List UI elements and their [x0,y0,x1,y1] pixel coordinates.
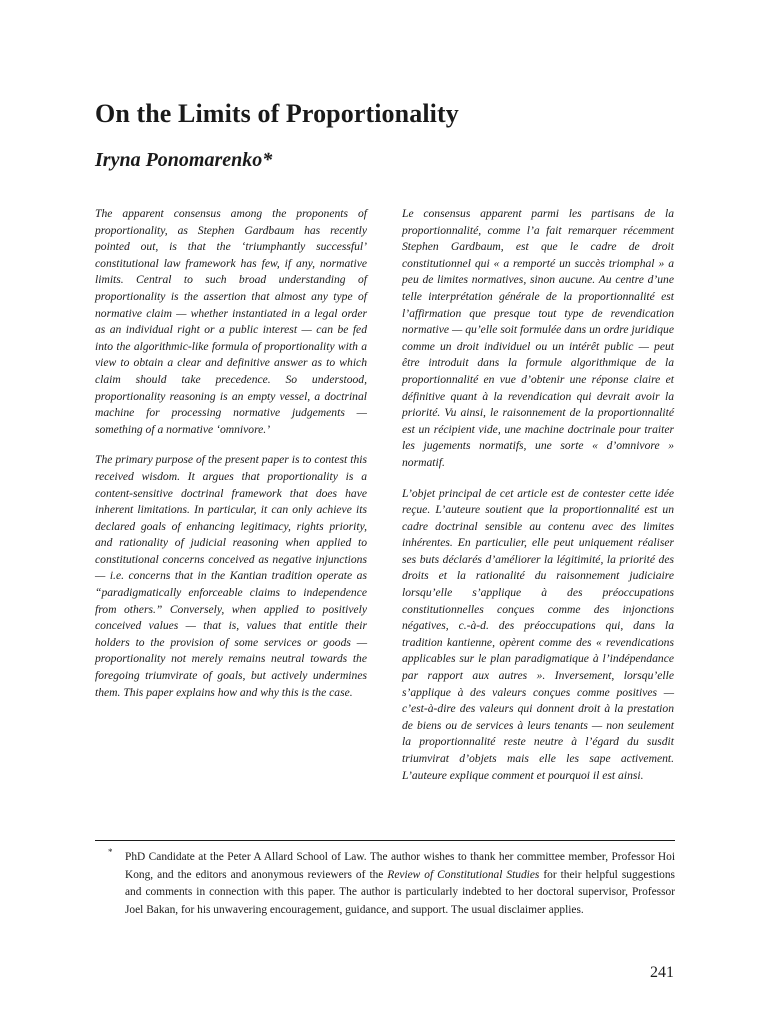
footnote-text-after: for their helpful suggestions and comments in connection with this paper. The author is particularly indebted to her doctoral supervisor, Professor Joel Bakan, for his unwavering encouragement, guidance, and support. The usual disclaimer applies. [125,868,675,916]
abstract-french [402,206,674,798]
footnote-divider [95,840,675,841]
footnote-journal-name: Review of Constitutional Studies [387,868,540,881]
abstract-en-paragraph-1: The apparent consensus among the proponents of proportionality, as Stephen Gardbaum has recently pointed out, is that the ‘triumphantly successful’ constitutional law framework has few, if any, normative limits. Central to such broad understanding of proportionality is the assertion that almost any type of normative claim — whether instantiated in a legal order as an individual right or a public interest — can be fed into the algorithmic-like formula of proportionality with a view to obtain a clear and definitive answer as to which claim should take precedence. So understood, proportionality reasoning is an empty vessel, a doctrinal machine for processing normative judgements — something of a normative ‘omnivore.’ [95,207,367,436]
abstract-fr-paragraph-1: Le consensus apparent parmi les partisans de la proportionnalité, comme l’a fait remarquer récemment Stephen Gardbaum, est que le cadre de droit constitutionnel qui « a remporté un succès triomphal » a peu de limites normatives, sinon aucune. Au centre d’une telle interprétation générale de la proportionnalité est l’affirmation que presque tout type de revendication normative — qu’elle soit formulée dans un ordre juridique comme un droit individuel ou un intérêt public — peut être introduit dans la formule algorithmique de la proportionnalité en vue d’obtenir une réponse claire et définitive quant à la revendication qui devrait avoir la priorité. Vu ainsi, le raisonnement de la proportionnalité est un récipient vide, une machine doctrinale pour traiter les jugements normatifs, une sorte « d’omnivore » normatif. [402,207,674,469]
author-footnote [125,849,675,919]
abstract-english [95,206,367,715]
abstract-fr-paragraph-2: L’objet principal de cet article est de contester cette idée reçue. L’auteure soutient que la proportionnalité est un cadre doctrinal sensible au contenu avec des limites inhérentes. En particulier, elle peut uniquement réaliser ses buts déclarés d’améliorer la légitimité, la priorité des droits et la rationalité du raisonnement judiciaire lorsqu’elle s’applique à des préoccupations constitutionnelles conçues comme des injonctions négatives, c.-à-d. des préoccupations qui, dans la tradition kantienne, opèrent comme des « revendications applicables sur le plan paradigmatique à l’indépendance par rapport aux autres ». Inversement, lorsqu’elle s’applique à des valeurs conçues comme positives — c’est-à-dire des valeurs qui donnent droit à la prestation de biens ou de services à leurs tenants — non seulement la proportionnalité reste neutre à l’égard du susdit triumvirat d’objets mais elle les sape activement. L’auteure explique comment et pourquoi il est ainsi. [402,486,674,782]
footnote-text-before: PhD Candidate at the Peter A Allard School of Law. The author wishes to thank her committee member, Professor Hoi Kong, and the editors and anonymous reviewers of the [125,851,675,881]
abstract-en-paragraph-2: The primary purpose of the present paper is to contest this received wisdom. It argues that proportionality is a content-sensitive doctrinal framework that does have inherent limitations. In particular, it can only achieve its declared goals of enhancing legitimacy, rights priority, and rationality of judicial reasoning when applied to constitutional concerns conceived as negative injunctions — i.e. concerns that in the Kantian tradition operate as “paradigmatically enforceable claims to independence from others.” Conversely, when applied to positively conceived values — that is, values that entitle their holders to the provision of some services or goods — proportionality not merely remains neutral towards the foregoing triumvirate of goals, but actively undermines them. This paper explains how and why this is the case. [95,453,367,699]
article-title: On the Limits of Proportionality [95,99,459,128]
page-number: 241 [650,964,674,981]
article-author: Iryna Ponomarenko* [95,149,273,171]
footnote-marker: * [108,847,113,857]
